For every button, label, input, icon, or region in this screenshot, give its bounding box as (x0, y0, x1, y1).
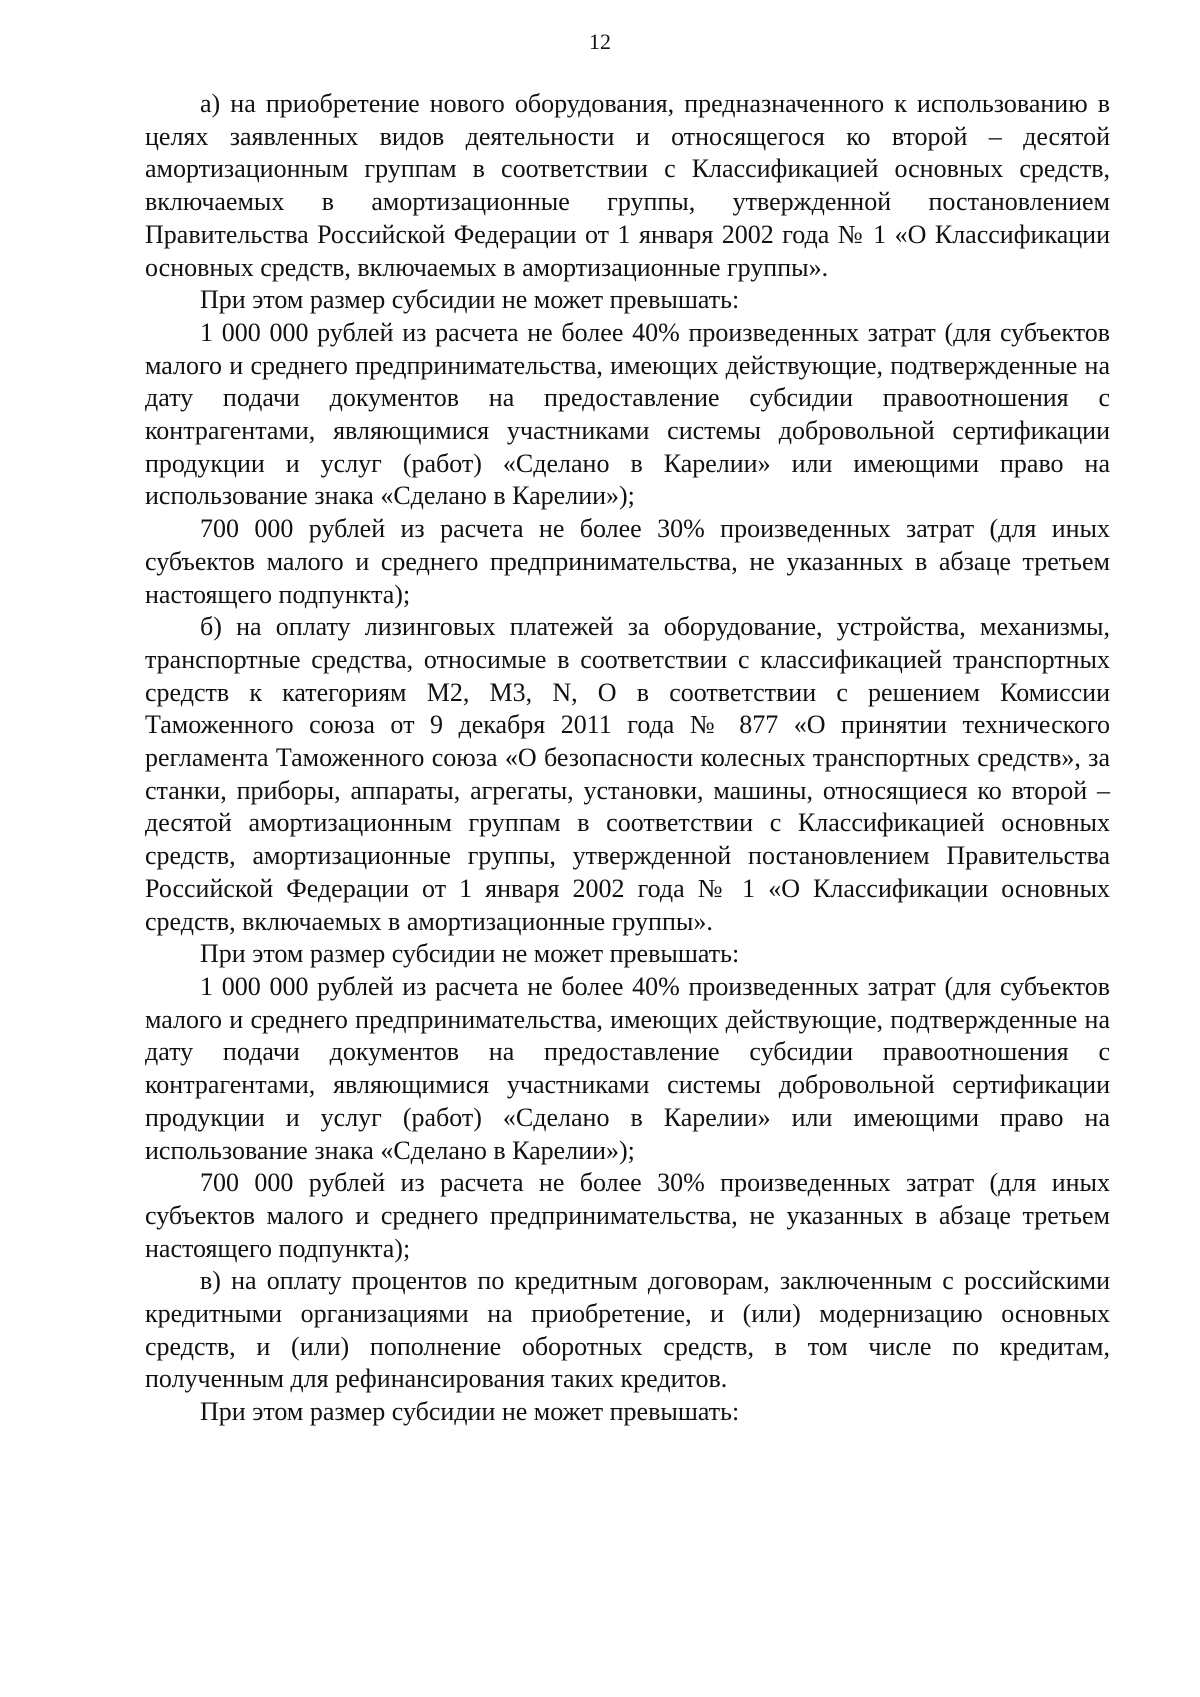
paragraph-limit-made-in-karelia: 1 000 000 рублей из расчета не более 40% произведенных затрат (для субъектов малого и среднего предпринимательства, имеющих действующие, подтвержденные на дату подачи документов на предоставление субсидии правоотношения с контрагентами, являющимися участниками системы добровольной сертификации продукции и услуг (работ) «Сделано в Карелии» или имеющими право на использование знака «Сделано в Карелии»); (145, 971, 1110, 1165)
paragraph-c-credit-interest: в) на оплату процентов по кредитным договорам, заключенным с российскими кредитными организациями на приобретение, и (или) модернизацию основных средств, и (или) пополнение оборотных средств, в том числе по кредитам, полученным для рефинансирования таких кредитов. (145, 1266, 1110, 1394)
document-body (145, 88, 1110, 1429)
paragraph-subsidy-limit-intro: При этом размер субсидии не может превышать: (200, 939, 740, 969)
paragraph-limit-made-in-karelia: 1 000 000 рублей из расчета не более 40% произведенных затрат (для субъектов малого и среднего предпринимательства, имеющих действующие, подтвержденные на дату подачи документов на предоставление субсидии правоотношения с контрагентами, являющимися участниками системы добровольной сертификации продукции и услуг (работ) «Сделано в Карелии» или имеющими право на использование знака «Сделано в Карелии»); (145, 317, 1110, 511)
paragraph-subsidy-limit-intro: При этом размер субсидии не может превышать: (200, 285, 740, 315)
paragraph-limit-other-subjects: 700 000 рублей из расчета не более 30% произведенных затрат (для иных субъектов малого и среднего предпринимательства, не указанных в абзаце третьем настоящего подпункта); (145, 1168, 1110, 1263)
paragraph-a-equipment-purchase: а) на приобретение нового оборудования, предназначенного к использованию в целях заявленных видов деятельности и относящегося ко второй – десятой амортизационным группам в соответствии с Классификацией основных средств, включаемых в амортизационные группы, утвержденной постановлением Правительства Российской Федерации от 1 января 2002 года № 1 «О Классификации основных средств, включаемых в амортизационные группы». (145, 89, 1110, 282)
paragraph-limit-other-subjects: 700 000 рублей из расчета не более 30% произведенных затрат (для иных субъектов малого и среднего предпринимательства, не указанных в абзаце третьем настоящего подпункта); (145, 514, 1110, 609)
page-number: 12 (589, 29, 611, 54)
paragraph-subsidy-limit-intro: При этом размер субсидии не может превышать: (200, 1397, 740, 1427)
paragraph-b-leasing-payments: б) на оплату лизинговых платежей за оборудование, устройства, механизмы, транспортные средства, относимые в соответствии с классификацией транспортных средств к категориям M2, M3, N, O в соответствии с решением Комиссии Таможенного союза от 9 декабря 2011 года № 877 «О принятии технического регламента Таможенного союза «О безопасности колесных транспортных средств», за станки, приборы, аппараты, агрегаты, установки, машины, относящиеся ко второй – десятой амортизационным группам в соответствии с Классификацией основных средств, амортизационные группы, утвержденной постановлением Правительства Российской Федерации от 1 января 2002 года № 1 «О Классификации основных средств, включаемых в амортизационные группы». (145, 612, 1110, 936)
